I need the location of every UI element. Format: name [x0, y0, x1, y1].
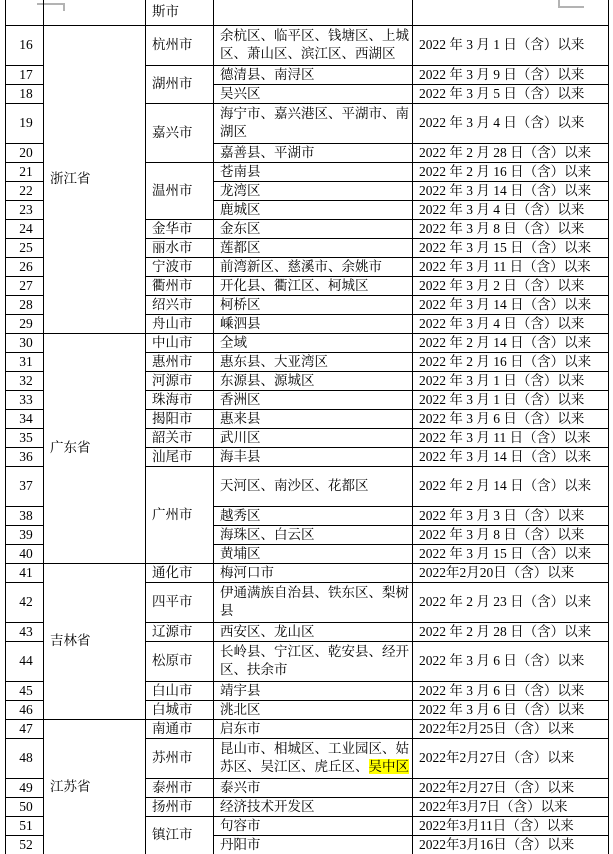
districts-cell — [214, 738, 413, 778]
row-number-cell: 29 — [6, 314, 44, 333]
date-cell: 2022 年 3 月 14 日（含）以来 — [413, 295, 609, 314]
date-cell: 2022 年 3 月 3 日（含）以来 — [413, 506, 609, 525]
row-number-cell: 41 — [6, 563, 44, 582]
row-number-cell: 42 — [6, 582, 44, 622]
city-cell: 舟山市 — [146, 314, 214, 333]
city-cell: 惠州市 — [146, 352, 214, 371]
city-cell: 湖州市 — [146, 65, 214, 103]
table-row-30 — [6, 333, 609, 352]
city-cell: 温州市 — [146, 162, 214, 219]
row-number-cell: 49 — [6, 778, 44, 797]
row-number-cell: 43 — [6, 622, 44, 641]
districts-cell: 梅河口市 — [214, 563, 413, 582]
covid-risk-area-table — [5, 0, 609, 854]
table-row-41 — [6, 563, 609, 582]
city-cell: 珠海市 — [146, 390, 214, 409]
districts-cell: 经济技术开发区 — [214, 797, 413, 816]
date-cell: 2022 年 3 月 1 日（含）以来 — [413, 25, 609, 65]
city-cell: 嘉兴市 — [146, 103, 214, 162]
date-cell: 2022 年 3 月 4 日（含）以来 — [413, 103, 609, 143]
row-number-cell: 21 — [6, 162, 44, 181]
districts-cell: 启东市 — [214, 719, 413, 738]
districts-cell: 天河区、南沙区、花都区 — [214, 466, 413, 506]
city-cell: 丽水市 — [146, 238, 214, 257]
districts-cell: 鹿城区 — [214, 200, 413, 219]
row-number-cell: 24 — [6, 219, 44, 238]
date-cell: 2022 年 3 月 9 日（含）以来 — [413, 65, 609, 84]
date-cell: 2022 年 2 月 23 日（含）以来 — [413, 582, 609, 622]
row-number-cell: 39 — [6, 525, 44, 544]
date-cell: 2022 年 2 月 28 日（含）以来 — [413, 143, 609, 162]
date-cell: 2022年3月16日（含）以来 — [413, 835, 609, 854]
date-cell: 2022 年 3 月 1 日（含）以来 — [413, 371, 609, 390]
row-number-cell: 18 — [6, 84, 44, 103]
city-cell: 苏州市 — [146, 738, 214, 778]
date-cell — [413, 0, 609, 25]
city-cell: 四平市 — [146, 582, 214, 622]
row-number-cell: 48 — [6, 738, 44, 778]
date-cell: 2022 年 2 月 16 日（含）以来 — [413, 162, 609, 181]
row-number-cell: 23 — [6, 200, 44, 219]
row-number-cell: 51 — [6, 816, 44, 835]
districts-cell: 东源县、源城区 — [214, 371, 413, 390]
districts-cell: 靖宇县 — [214, 681, 413, 700]
row-number-cell: 28 — [6, 295, 44, 314]
row-number-cell: 26 — [6, 257, 44, 276]
districts-cell: 洮北区 — [214, 700, 413, 719]
province-cell-jiangsu: 江苏省 — [44, 719, 146, 854]
date-cell: 2022年2月20日（含）以来 — [413, 563, 609, 582]
date-cell: 2022 年 3 月 8 日（含）以来 — [413, 219, 609, 238]
row-number-cell — [6, 0, 44, 25]
districts-cell: 惠东县、大亚湾区 — [214, 352, 413, 371]
city-cell: 镇江市 — [146, 816, 214, 854]
districts-cell: 泰兴市 — [214, 778, 413, 797]
districts-cell: 海珠区、白云区 — [214, 525, 413, 544]
districts-cell: 丹阳市 — [214, 835, 413, 854]
city-cell: 韶关市 — [146, 428, 214, 447]
date-cell: 2022 年 3 月 6 日（含）以来 — [413, 409, 609, 428]
districts-cell: 武川区 — [214, 428, 413, 447]
date-cell: 2022 年 3 月 15 日（含）以来 — [413, 238, 609, 257]
city-cell: 扬州市 — [146, 797, 214, 816]
date-cell: 2022 年 3 月 2 日（含）以来 — [413, 276, 609, 295]
province-cell-guangdong: 广东省 — [44, 333, 146, 563]
row-number-cell: 45 — [6, 681, 44, 700]
districts-cell: 惠来县 — [214, 409, 413, 428]
districts-cell: 柯桥区 — [214, 295, 413, 314]
date-cell: 2022 年 3 月 11 日（含）以来 — [413, 257, 609, 276]
table-row-partial — [6, 0, 609, 25]
date-cell: 2022 年 3 月 6 日（含）以来 — [413, 681, 609, 700]
province-cell — [44, 0, 146, 25]
date-cell: 2022 年 3 月 14 日（含）以来 — [413, 447, 609, 466]
province-cell-zhejiang: 浙江省 — [44, 25, 146, 333]
row-number-cell: 20 — [6, 143, 44, 162]
districts-cell: 越秀区 — [214, 506, 413, 525]
city-cell: 广州市 — [146, 466, 214, 563]
city-cell: 辽源市 — [146, 622, 214, 641]
city-cell: 绍兴市 — [146, 295, 214, 314]
row-number-cell: 34 — [6, 409, 44, 428]
date-cell: 2022 年 3 月 6 日（含）以来 — [413, 700, 609, 719]
districts-cell: 德清县、南浔区 — [214, 65, 413, 84]
date-cell: 2022年2月27日（含）以来 — [413, 778, 609, 797]
city-cell: 南通市 — [146, 719, 214, 738]
districts-cell: 前湾新区、慈溪市、余姚市 — [214, 257, 413, 276]
city-cell: 揭阳市 — [146, 409, 214, 428]
row-number-cell: 33 — [6, 390, 44, 409]
date-cell: 2022 年 3 月 4 日（含）以来 — [413, 200, 609, 219]
date-cell: 2022 年 3 月 4 日（含）以来 — [413, 314, 609, 333]
date-cell: 2022 年 2 月 28 日（含）以来 — [413, 622, 609, 641]
date-cell: 2022年2月27日（含）以来 — [413, 738, 609, 778]
row-number-cell: 16 — [6, 25, 44, 65]
province-cell-jilin: 吉林省 — [44, 563, 146, 719]
date-cell: 2022年3月11日（含）以来 — [413, 816, 609, 835]
date-cell: 2022 年 3 月 8 日（含）以来 — [413, 525, 609, 544]
districts-cell: 香洲区 — [214, 390, 413, 409]
table-row-16 — [6, 25, 609, 65]
row-number-cell: 22 — [6, 181, 44, 200]
row-number-cell: 32 — [6, 371, 44, 390]
date-cell: 2022 年 3 月 14 日（含）以来 — [413, 181, 609, 200]
city-cell: 汕尾市 — [146, 447, 214, 466]
city-cell: 中山市 — [146, 333, 214, 352]
date-cell: 2022 年 3 月 1 日（含）以来 — [413, 390, 609, 409]
date-cell: 2022 年 3 月 6 日（含）以来 — [413, 641, 609, 681]
date-cell: 2022 年 2 月 14 日（含）以来 — [413, 333, 609, 352]
row-number-cell: 35 — [6, 428, 44, 447]
city-cell: 衢州市 — [146, 276, 214, 295]
row-number-cell: 52 — [6, 835, 44, 854]
districts-cell: 开化县、衢江区、柯城区 — [214, 276, 413, 295]
date-cell: 2022 年 2 月 16 日（含）以来 — [413, 352, 609, 371]
districts-cell: 海丰县 — [214, 447, 413, 466]
row-number-cell: 30 — [6, 333, 44, 352]
districts-cell: 金东区 — [214, 219, 413, 238]
districts-cell: 伊通满族自治县、铁东区、梨树县 — [214, 582, 413, 622]
districts-cell: 黄埔区 — [214, 544, 413, 563]
city-cell: 斯市 — [146, 0, 214, 25]
date-cell: 2022年2月25日（含）以来 — [413, 719, 609, 738]
districts-cell: 全域 — [214, 333, 413, 352]
city-cell: 宁波市 — [146, 257, 214, 276]
row-number-cell: 38 — [6, 506, 44, 525]
districts-cell: 西安区、龙山区 — [214, 622, 413, 641]
districts-cell: 莲都区 — [214, 238, 413, 257]
districts-cell — [214, 0, 413, 25]
table-row-47 — [6, 719, 609, 738]
row-number-cell: 44 — [6, 641, 44, 681]
districts-highlighted-text: 吴中区 — [368, 759, 409, 774]
districts-cell: 苍南县 — [214, 162, 413, 181]
districts-cell: 海宁市、嘉兴港区、平湖市、南湖区 — [214, 103, 413, 143]
districts-cell: 嘉善县、平湖市 — [214, 143, 413, 162]
row-number-cell: 27 — [6, 276, 44, 295]
row-number-cell: 25 — [6, 238, 44, 257]
row-number-cell: 50 — [6, 797, 44, 816]
city-cell: 杭州市 — [146, 25, 214, 65]
districts-text: 昆山市、相城区、工业园区、姑苏区、吴江区、虎丘区、 — [220, 741, 409, 774]
city-cell: 松原市 — [146, 641, 214, 681]
row-number-cell: 47 — [6, 719, 44, 738]
date-cell: 2022 年 3 月 15 日（含）以来 — [413, 544, 609, 563]
row-number-cell: 17 — [6, 65, 44, 84]
row-number-cell: 40 — [6, 544, 44, 563]
city-cell: 河源市 — [146, 371, 214, 390]
row-number-cell: 31 — [6, 352, 44, 371]
city-cell: 金华市 — [146, 219, 214, 238]
districts-cell: 句容市 — [214, 816, 413, 835]
districts-cell: 吴兴区 — [214, 84, 413, 103]
date-cell: 2022 年 2 月 14 日（含）以来 — [413, 466, 609, 506]
city-cell: 白城市 — [146, 700, 214, 719]
date-cell: 2022年3月7日（含）以来 — [413, 797, 609, 816]
districts-cell: 长岭县、宁江区、乾安县、经开区、扶余市 — [214, 641, 413, 681]
row-number-cell: 36 — [6, 447, 44, 466]
date-cell: 2022 年 3 月 11 日（含）以来 — [413, 428, 609, 447]
row-number-cell: 19 — [6, 103, 44, 143]
city-cell: 白山市 — [146, 681, 214, 700]
row-number-cell: 37 — [6, 466, 44, 506]
districts-cell: 余杭区、临平区、钱塘区、上城区、萧山区、滨江区、西湖区 — [214, 25, 413, 65]
districts-cell: 龙湾区 — [214, 181, 413, 200]
date-cell: 2022 年 3 月 5 日（含）以来 — [413, 84, 609, 103]
row-number-cell: 46 — [6, 700, 44, 719]
city-cell: 泰州市 — [146, 778, 214, 797]
districts-cell: 嵊泗县 — [214, 314, 413, 333]
city-cell: 通化市 — [146, 563, 214, 582]
